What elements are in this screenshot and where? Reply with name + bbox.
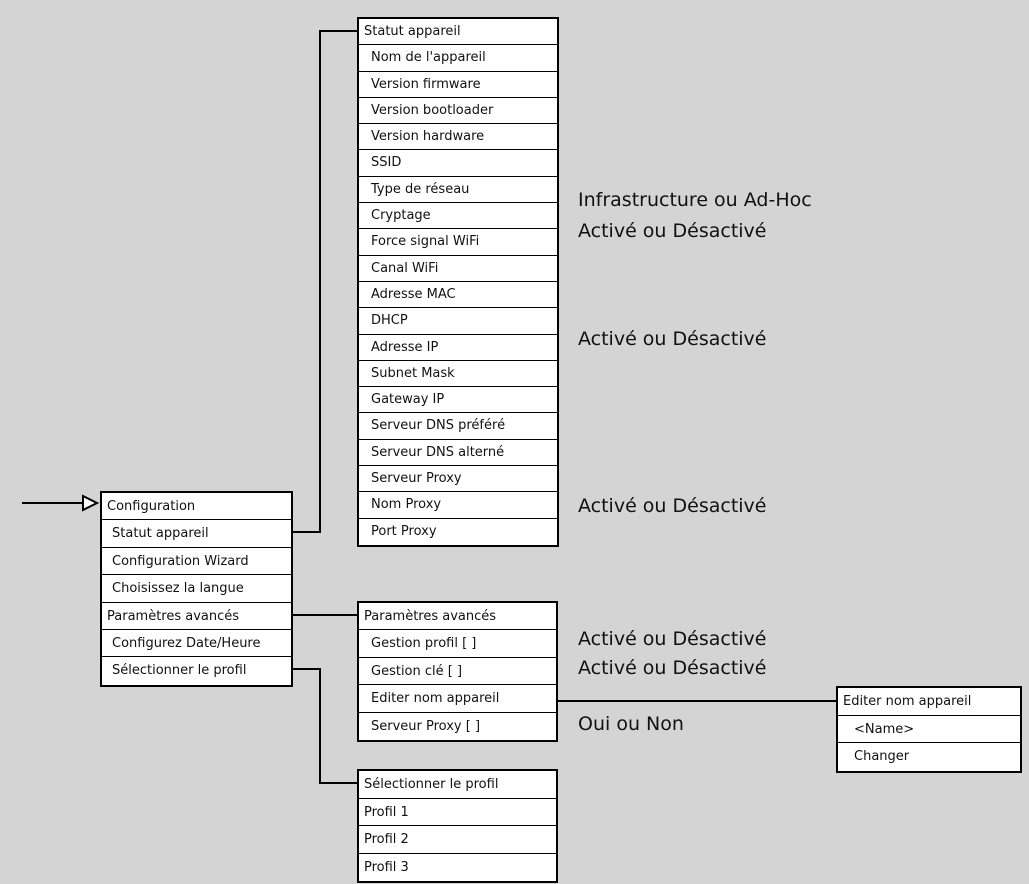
note-profile-management: Activé ou Désactivé [578, 628, 767, 650]
profile-item-2[interactable]: Profil 2 [359, 826, 556, 854]
status-item-proxy-name[interactable]: Nom Proxy [359, 492, 557, 518]
configuration-menu [100, 491, 293, 687]
note-key-management: Activé ou Désactivé [578, 657, 767, 679]
device-status-menu-title: Statut appareil [359, 19, 557, 45]
status-item-encryption[interactable]: Cryptage [359, 203, 557, 229]
advanced-item-key-management[interactable]: Gestion clé [ ] [359, 658, 556, 685]
change-button[interactable]: Changer [854, 749, 910, 765]
status-item-alternate-dns[interactable]: Serveur DNS alterné [359, 440, 557, 466]
menu-item-choose-language[interactable]: Choisissez la langue [102, 575, 291, 602]
note-proxy-server-advanced: Oui ou Non [578, 713, 684, 735]
menu-item-date-time[interactable]: Configurez Date/Heure [102, 630, 291, 657]
status-item-subnet-mask[interactable]: Subnet Mask [359, 361, 557, 387]
advanced-settings-menu [357, 601, 558, 742]
advanced-item-proxy-server[interactable]: Serveur Proxy [ ] [371, 718, 481, 734]
menu-item-advanced-settings[interactable]: Paramètres avancés [102, 603, 291, 630]
connector-profile [293, 669, 357, 783]
edit-device-name-menu [836, 686, 1022, 773]
menu-item-select-profile[interactable]: Sélectionner le profil [112, 663, 247, 679]
device-name-field[interactable]: <Name> [838, 716, 1020, 744]
connector-status [293, 31, 357, 532]
select-profile-menu-title: Sélectionner le profil [359, 771, 556, 799]
profile-item-1[interactable]: Profil 1 [359, 799, 556, 827]
status-item-device-name[interactable]: Nom de l'appareil [359, 45, 557, 71]
edit-device-name-menu-title: Editer nom appareil [838, 688, 1020, 716]
advanced-item-profile-management[interactable]: Gestion profil [ ] [359, 630, 556, 657]
status-item-mac-address[interactable]: Adresse MAC [359, 282, 557, 308]
profile-item-3[interactable]: Profil 3 [364, 859, 409, 875]
menu-item-configuration-wizard[interactable]: Configuration Wizard [102, 548, 291, 575]
status-item-wifi-signal[interactable]: Force signal WiFi [359, 229, 557, 255]
status-item-wifi-channel[interactable]: Canal WiFi [359, 256, 557, 282]
device-status-menu [357, 17, 559, 547]
note-encryption: Activé ou Désactivé [578, 220, 767, 242]
status-item-ip-address[interactable]: Adresse IP [359, 335, 557, 361]
status-item-hardware-version[interactable]: Version hardware [359, 124, 557, 150]
status-item-proxy-server[interactable]: Serveur Proxy [359, 466, 557, 492]
status-item-proxy-port[interactable]: Port Proxy [371, 523, 437, 539]
status-item-firmware-version[interactable]: Version firmware [359, 72, 557, 98]
configuration-menu-title: Configuration [102, 493, 291, 520]
entry-arrow-head [83, 496, 97, 510]
status-item-preferred-dns[interactable]: Serveur DNS préféré [359, 413, 557, 439]
status-item-gateway-ip[interactable]: Gateway IP [359, 387, 557, 413]
status-item-dhcp[interactable]: DHCP [359, 308, 557, 334]
select-profile-menu [357, 769, 558, 883]
menu-item-device-status[interactable]: Statut appareil [102, 520, 291, 547]
note-dhcp: Activé ou Désactivé [578, 328, 767, 350]
status-item-bootloader-version[interactable]: Version bootloader [359, 98, 557, 124]
status-item-network-type[interactable]: Type de réseau [359, 177, 557, 203]
note-network-type: Infrastructure ou Ad-Hoc [578, 189, 812, 211]
note-proxy-server: Activé ou Désactivé [578, 495, 767, 517]
advanced-settings-menu-title: Paramètres avancés [359, 603, 556, 630]
status-item-ssid[interactable]: SSID [359, 150, 557, 176]
advanced-item-edit-device-name[interactable]: Editer nom appareil [359, 685, 556, 712]
